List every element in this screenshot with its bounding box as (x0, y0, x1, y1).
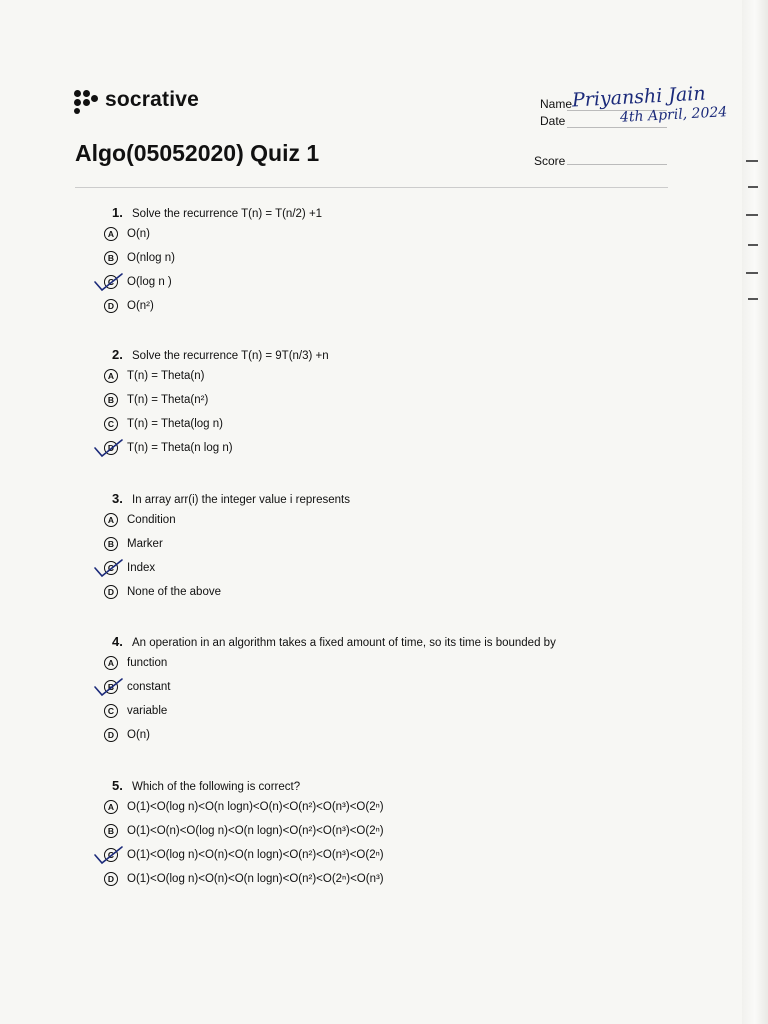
option-letter-bubble[interactable]: B (104, 251, 118, 265)
answer-option-c[interactable] (104, 270, 664, 294)
question-number: 5. (112, 778, 123, 793)
question-3 (104, 491, 664, 604)
student-name-handwritten: Priyanshi Jain (571, 82, 707, 112)
edge-mark (748, 298, 758, 300)
answer-option-a[interactable] (104, 222, 664, 246)
option-letter-bubble[interactable]: C (104, 417, 118, 431)
option-letter-bubble[interactable]: D (104, 872, 118, 886)
brand-name: socrative (105, 88, 200, 111)
option-letter-bubble[interactable]: A (104, 656, 118, 670)
checkmark-icon (92, 675, 132, 699)
question-text-row (112, 778, 664, 793)
option-letter-bubble[interactable]: C (104, 848, 118, 862)
question-number: 3. (112, 491, 123, 506)
date-handwritten: 4th April, 2024 (619, 104, 728, 126)
question-text: Solve the recurrence T(n) = T(n/2) +1 (132, 208, 323, 220)
answer-options (104, 795, 664, 891)
option-letter-bubble[interactable]: D (104, 585, 118, 599)
option-letter-bubble[interactable]: A (104, 513, 118, 527)
answer-option-a[interactable] (104, 795, 664, 819)
option-text: None of the above (127, 586, 221, 598)
date-label: Date (540, 114, 566, 128)
option-letter-bubble[interactable]: D (104, 728, 118, 742)
option-letter-bubble[interactable]: A (104, 800, 118, 814)
answer-option-a[interactable] (104, 651, 664, 675)
option-letter-bubble[interactable]: B (104, 393, 118, 407)
edge-mark (748, 186, 758, 188)
option-text: Index (127, 562, 156, 574)
answer-option-b[interactable] (104, 675, 664, 699)
checkmark-icon (92, 843, 132, 867)
score-line (567, 164, 667, 165)
edge-mark (746, 272, 758, 274)
underlying-page-edge (742, 0, 768, 1024)
option-text: T(n) = Theta(n log n) (127, 442, 233, 454)
answer-option-b[interactable] (104, 246, 664, 270)
option-text: T(n) = Theta(log n) (127, 418, 223, 430)
option-letter-bubble[interactable]: B (104, 680, 118, 694)
question-text-row (112, 347, 664, 362)
checkmark-icon (92, 270, 132, 294)
question-text: Which of the following is correct? (132, 781, 301, 793)
option-text: O(n) (127, 729, 150, 741)
quiz-title: Algo(05052020) Quiz 1 (75, 140, 320, 166)
option-text: O(n²) (127, 300, 154, 312)
option-text: T(n) = Theta(n) (127, 370, 205, 382)
option-text: T(n) = Theta(n²) (127, 394, 209, 406)
option-text: O(n) (127, 228, 150, 240)
answer-option-d[interactable] (104, 294, 664, 318)
option-text: O(1)<O(log n)<O(n)<O(n logn)<O(n²)<O(2ⁿ)<O(n³) (127, 873, 384, 885)
socrative-logo-icon (74, 88, 98, 112)
question-text-row (112, 634, 664, 649)
question-5 (104, 778, 664, 891)
score-label: Score (534, 154, 566, 168)
answer-option-b[interactable] (104, 532, 664, 556)
option-letter-bubble[interactable]: A (104, 227, 118, 241)
option-text: O(1)<O(log n)<O(n logn)<O(n)<O(n²)<O(n³)<O(2ⁿ) (127, 801, 384, 813)
option-text: constant (127, 681, 171, 693)
name-label: Name (540, 97, 573, 111)
socrative-logo (74, 88, 199, 112)
answer-options (104, 508, 664, 604)
question-number: 1. (112, 205, 123, 220)
option-letter-bubble[interactable]: C (104, 561, 118, 575)
question-text: An operation in an algorithm takes a fixed amount of time, so its time is bounded by (132, 637, 556, 649)
answer-option-d[interactable] (104, 867, 664, 891)
option-text: variable (127, 705, 168, 717)
answer-options (104, 364, 664, 460)
checkmark-icon (92, 556, 132, 580)
option-text: Marker (127, 538, 163, 550)
question-number: 4. (112, 634, 123, 649)
answer-option-c[interactable] (104, 556, 664, 580)
edge-mark (746, 160, 758, 162)
answer-option-a[interactable] (104, 508, 664, 532)
question-4 (104, 634, 664, 747)
option-letter-bubble[interactable]: B (104, 537, 118, 551)
question-number: 2. (112, 347, 123, 362)
answer-option-d[interactable] (104, 436, 664, 460)
answer-option-d[interactable] (104, 580, 664, 604)
answer-options (104, 651, 664, 747)
answer-option-b[interactable] (104, 819, 664, 843)
answer-option-b[interactable] (104, 388, 664, 412)
option-letter-bubble[interactable]: C (104, 275, 118, 289)
edge-mark (746, 214, 758, 216)
option-letter-bubble[interactable]: C (104, 704, 118, 718)
option-letter-bubble[interactable]: A (104, 369, 118, 383)
answer-option-c[interactable] (104, 412, 664, 436)
option-text: Condition (127, 514, 176, 526)
option-text: function (127, 657, 168, 669)
header-divider (75, 187, 668, 188)
option-letter-bubble[interactable]: D (104, 299, 118, 313)
edge-mark (748, 244, 758, 246)
question-2 (104, 347, 664, 460)
question-1 (104, 205, 664, 318)
question-text: In array arr(i) the integer value i represents (132, 494, 350, 506)
answer-option-c[interactable] (104, 843, 664, 867)
question-text-row (112, 491, 664, 506)
answer-option-d[interactable] (104, 723, 664, 747)
option-letter-bubble[interactable]: B (104, 824, 118, 838)
date-line (567, 127, 667, 128)
answer-option-a[interactable] (104, 364, 664, 388)
answer-options (104, 222, 664, 318)
option-text: O(1)<O(n)<O(log n)<O(n logn)<O(n²)<O(n³)<O(2ⁿ) (127, 825, 384, 837)
checkmark-icon (92, 436, 132, 460)
question-text-row (112, 205, 664, 220)
option-letter-bubble[interactable]: D (104, 441, 118, 455)
option-text: O(nlog n) (127, 252, 175, 264)
question-text: Solve the recurrence T(n) = 9T(n/3) +n (132, 350, 329, 362)
option-text: O(log n ) (127, 276, 172, 288)
answer-option-c[interactable] (104, 699, 664, 723)
option-text: O(1)<O(log n)<O(n)<O(n logn)<O(n²)<O(n³)<O(2ⁿ) (127, 849, 384, 861)
